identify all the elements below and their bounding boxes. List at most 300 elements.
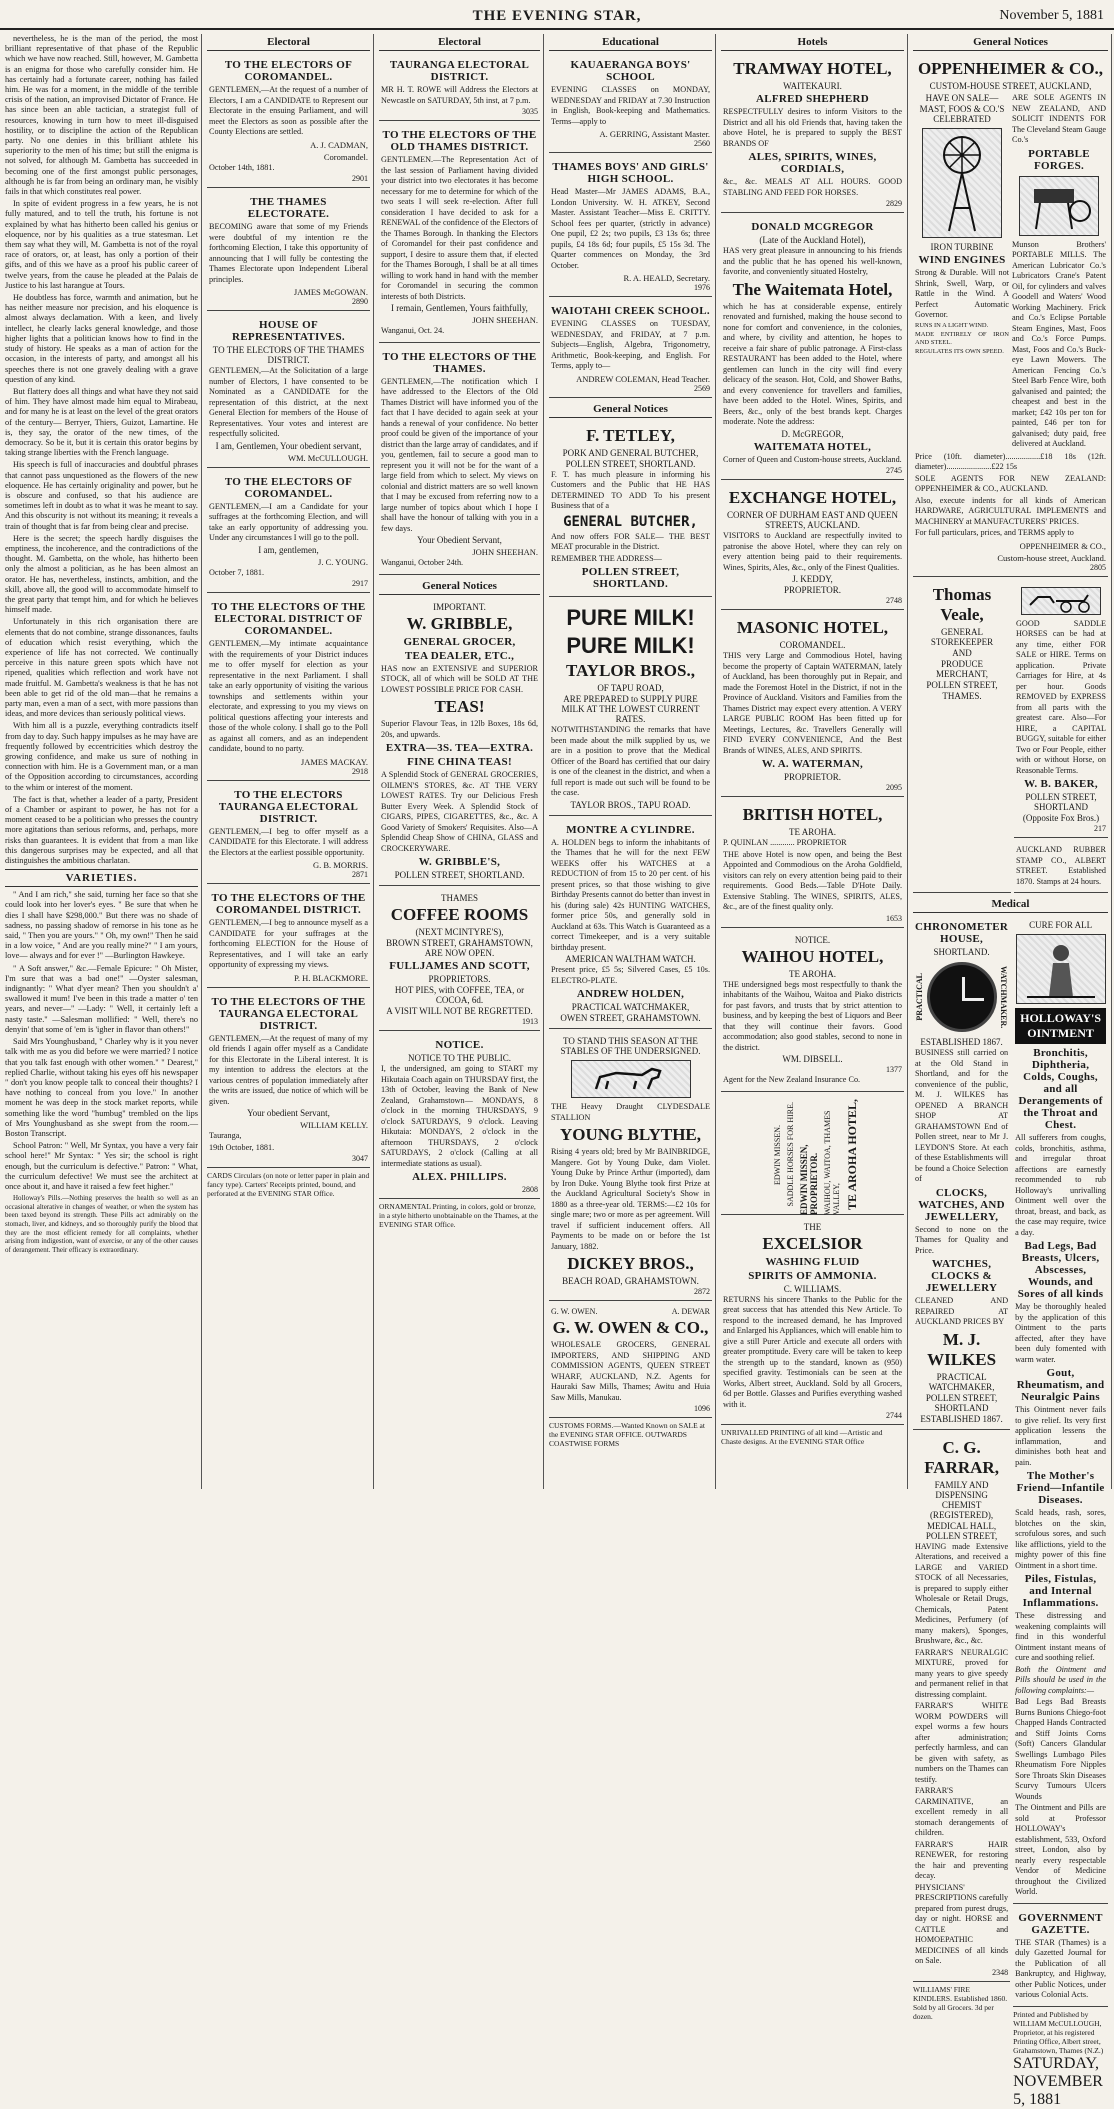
electoral-ad [207,784,370,885]
ad-number: 1096 [694,1404,710,1413]
ad-body: GENTLEMEN,—The notification which I have addressed to the Electors of the Old Thames District will have informed you of the fact that I have decided to again seek at your hands a renewal of your confidence. No better proof could be given of the importance of your district than the large array of candidates, and if you, gentlemen, fail to secure a good man to represent you it will not be for the want of a large field from which to select. My views on colonial and district matters are so well known that I may be excused from referring now to a large number of topics about which I hope I shall have the honour of talking with you in a few days. [381,376,538,533]
ad-heading: Gout, Rheumatism, and Neuralgic Pains [1016,1367,1105,1403]
ad-proprietor: P. QUINLAN ............ PROPRIETOR [723,838,847,847]
ad-body: BUSINESS still carried on at the Old Stand in Shortland, and for the convenience of the public, M. J. WILKES has OPENED A BRANCH SHOP AT GRAHAMSTOWN End of Pollen street, near to Mr J. LEYDON'S Store. At each of these Establishments will be found a Choice Selection of [915,1048,1009,1183]
ad-signature: TAYLOR BROS., TAPU ROAD. [570,799,691,810]
ad-signature: W. B. BAKER, [1024,778,1098,790]
ad-place: POLLEN STREET, [926,679,998,690]
excelsior-ad [721,1218,904,1426]
ad-title: TO THE ELECTORS OF THE ELECTORAL DISTRICT OF COROMANDEL. [211,601,366,637]
ad-subtitle: PROPRIETOR. [783,585,842,595]
ad-title: BRITISH HOTEL, [742,805,883,824]
electoral-ad [379,346,540,575]
ad-number: 2871 [352,870,368,879]
coach-notice-ad [379,1034,540,1199]
ad-title: KAUAERANGA BOYS' SCHOOL [570,59,691,83]
gazette-ad [1013,1907,1108,2007]
oppenheimer-ad [913,54,1108,577]
farrar-ad [913,1433,1010,1982]
ad-body: Rising 4 years old; bred by Mr BAINBRIDGE, Mangere. Got by Young Duke, dam Violet. Young Duke by Prince Arthur (imported), dam by Iron Duke. Young Blythe took first Prize at the Auckland Agricultural Society's Show in 1880 as a three-year old. TERMS:—£2 10s for single mare; two or more as per agreement. Will travel if sufficient inducement offers. All Payments to be made on or before the 1st January, 1882. [551,1147,710,1251]
ad-body: HAS very great pleasure in announcing to his friends and the public that he has opened his well-known, favorite, and conveniently situated Hostelry, [723,246,902,276]
ad-body: REMEMBER THE ADDRESS— [551,553,662,563]
ad-number: 2348 [992,1967,1009,1977]
ad-number: 2890 [352,297,368,306]
ad-subtitle: CUSTOM-HOUSE STREET, AUCKLAND, [929,81,1092,91]
ad-title: G. W. OWEN & CO., [552,1318,709,1337]
ad-title: F. TETLEY, [586,425,675,445]
section-heading: General Notices [913,34,1108,51]
ad-body: HAVING made Extensive Alterations, and received a LARGE and VARIED STOCK of all Necessaries, is prepared to supply either Wholesale or Retail Drugs, Chemicals, Patent Medicines, Perfumery (of many makers), Sponges, Brushware, &c., &c. [915,1541,1009,1645]
ad-body: AUCKLAND RUBBER STAMP CO., ALBERT STREET. Established 1870. Stamps at 24 hours. [1016,845,1106,886]
ad-heading: ALES, SPIRITS, WINES, CORDIALS, [748,151,877,175]
ad-body: THE above Hotel is now open, and being the Best Appointed and Commodious on the Aroha Goldfield, visitors can rely on every attention being paid to their requirements. Good Beds.—Table D'Hote Daily. Extensive Stabling. The WINES, SPIRITS, ALES, &c., are of the finest quality only. [723,849,902,911]
ad-body: THE Heavy Draught CLYDESDALE STALLION [551,1102,710,1122]
ad-signature: JAMES McGOWAN. [293,287,368,297]
ad-body: CLEANED AND REPAIRED AT AUCKLAND PRICES BY [915,1296,1009,1326]
ad-proprietor: ALFRED SHEPHERD [756,93,869,105]
variety-item: " A Soft answer," &c.—Female Epicure: " Oh Mister, I'm sure that was a bad one!" —Oyster salesman, indignantly: " What d'yer mean? Then you shouldn't a' swallowed it mum! I've been in this trade a matter o' ten years, and never—" —Lady: " Well, it certainly left a nasty taste." —Salesman mollified: " Well, there's no denyin' that some of 'em is 'igher in flavor than others!" [5,963,198,1034]
ad-subtitle: GENERAL STOREKEEPER [930,626,994,647]
rubber-stamp-ad [1014,841,1108,893]
electoral-ad [379,54,540,121]
ad-body: HOT PIES, with COFFEE, TEA, or COCOA, 6d. [394,985,525,1005]
holloway-notice: Holloway's Pills.—Nothing preserves the health so well as an occasional alterative in changes of weather, or when the system has been taxed beyond its strength. These Pills act admirably on the stomach, liver, and kidneys, and so thoroughly purify the blood that they are the most efficient remedy for all complaints, whether arising from indigestion, want of exercise, or any of the other causes of derangement. Their efficacy is extraordinary. [5,1194,198,1254]
ad-date: October 7, 1881. [209,567,265,577]
ad-subtitle: PORK AND GENERAL BUTCHER, [562,447,699,458]
ad-signature: JOHN SHEEHAN. [472,547,538,557]
ad-subtitle: TEA DEALER, ETC., [404,649,515,662]
ad-body: ARE PREPARED to SUPPLY PURE MILK AT THE LOWEST CURRENT RATES. [561,694,700,724]
ad-side-label: PRACTICAL [915,973,924,1021]
teas-heading: TEAS! [434,697,485,716]
allegory-illustration [1016,934,1106,1004]
ad-number: 2901 [352,174,368,183]
ad-number: 1653 [886,913,902,923]
ad-heading: Piles, Fistulas, and Internal Inflammations. [1022,1573,1099,1609]
ad-body: FARRAR'S HAIR RENEWER, for restoring the hair and preventing decay. [915,1839,1009,1880]
ad-title: TO THE ELECTORS OF THE TAURANGA ELECTORAL DISTRICT. [211,995,366,1032]
column-electoral-1 [204,34,374,1489]
ad-signature: A. GERRING, Assistant Master. [599,129,710,139]
ad-number: 1913 [522,1017,538,1026]
ad-title: TO THE ELECTORS OF THE COROMANDEL DISTRICT. [211,892,366,916]
electoral-ad [207,191,370,311]
ad-subtitle: TO THE ELECTORS OF THE THAMES DISTRICT. [212,345,365,365]
ad-title: EXCHANGE HOTEL, [728,488,897,507]
ad-subtitle: WAITEMATA HOTEL, [753,440,872,453]
ad-subtitle: MEDICAL HALL, POLLEN STREET, [925,1520,998,1541]
ad-proprietor-label: PROPRIETORS. [428,974,491,984]
windmill-illustration [922,128,1002,238]
ad-conjunction: AND [952,647,972,658]
ad-body: EVENING CLASSES on MONDAY, WEDNESDAY and FRIDAY at 7.30 Instruction in English, Book-keeping and Mathematics. Terms—apply to [551,85,710,126]
ad-pretitle: IMPORTANT. [433,601,486,612]
ad-closing: Your Obedient Servant, [417,535,502,545]
ad-body: Scald heads, rash, sores, blotches on the skin, scrofulous sores, and such like afflictions, yield to the mighty power of this fine Ointment in a short time. [1015,1508,1106,1570]
ad-body: GENTLEMEN,—At the request of many of my old friends I again offer myself as a Candidate for this Electorate in the Liberal interest. It is my intention to address the electors at the various centres of population immediately after the writs are issued, due notice of which will be given. [209,1033,368,1106]
ad-body: THE undersigned begs most respectfully to thank the inhabitants of the Waihou, Waitoa and Piako districts for past favors, and trusts that by strict attention to business, and by keeping the best of Liquors and Beer that they will continue their favors. Good accommodation; also good stables, second to none in the district. [723,979,902,1052]
ad-subtitle: AMERICAN WALTHAM WATCH. [565,954,696,964]
ad-number: 2872 [694,1287,710,1296]
hotel-ad [721,483,904,610]
ad-heading: WATCHES, CLOCKS & JEWELLERY [925,1258,998,1294]
ad-body: FARRAR'S WHITE WORM POWDERS will expel worms a few hours after administration; perfectly harmless, and can be given with safety, as numbers on the Thames can testify. [915,1701,1009,1784]
ad-note: Both the Ointment and Pills should be used in the following complaints:— [1015,1664,1106,1695]
ad-partner: G. W. OWEN. [551,1307,598,1316]
masthead [0,0,1114,30]
ad-title: NOTICE. [435,1039,484,1051]
ad-body: GENTLEMEN,—I am a Candidate for your suffrages at the forthcoming Election, and will take an early opportunity of addressing you. Under any circumstances I will go to the poll. [209,501,368,542]
ad-number: 217 [1094,824,1106,833]
ad-title: TAURANGA ELECTORAL DISTRICT. [389,59,530,83]
ad-heading: The Mother's Friend—Infantile Diseases. [1016,1470,1105,1506]
electoral-ad [207,991,370,1169]
ad-signature: G. B. MORRIS. [312,860,368,870]
ad-title: MONTRE A CYLINDRE. [566,823,695,836]
ad-place: POLLEN STREET, SHORTLAND [1025,792,1097,812]
ad-heading: GENERAL BUTCHER, [563,513,698,530]
ad-title: MASONIC HOTEL, [736,618,889,637]
ad-body: A VISIT WILL NOT BE REGRETTED. [386,1006,533,1016]
ad-body: NOTWITHSTANDING the remarks that have been made about the milk supplied by us, we are in a position to prove that the Medical Officer of the Board has certified that our dairy is one of the cleanest in the district, and when a full report is made out such will be found to be the case. [551,725,710,797]
ad-body: ARE SOLE AGENTS IN NEW ZEALAND, AND SOLICIT INDENTS FOR The Cleveland Steam Gauge Co.'s [1012,93,1106,144]
ad-title: TRAMWAY HOTEL, [733,59,892,78]
ad-body: GENTLEMEN,—I beg to offer myself as a CANDIDATE for this Electorate. I will address the Electors at the earliest possible opportunity. [209,826,368,857]
chronometer-ad [913,916,1010,1430]
ad-title: OPPENHEIMER & CO., [917,59,1104,78]
ad-body: RESPECTFULLY desires to inform Visitors to the District and all his old Friends that, having taken the above Hotel, he is prepared to supply the BEST BRANDS OF [723,107,902,148]
ad-title: THAMES BOYS' AND GIRLS' HIGH SCHOOL. [552,161,709,185]
ad-signature: WM. McCULLOUGH. [287,452,368,463]
column-editorial [2,34,202,1489]
ad-signature: W. GRIBBLE'S, [418,856,501,868]
rotated-line: WAIHOU, WAITOA, THAMES VALLEY, [822,1110,841,1215]
ad-pretitle: HAVE ON SALE— [925,93,999,103]
hotel-ad [721,54,904,213]
ad-pretitle: THE [803,1221,822,1232]
ad-body: This Ointment never fails to give relief. Its very first application lessens the inflammation, and diminishes both heat and pain. [1015,1405,1106,1467]
school-ad [549,300,712,398]
imprint-date: SATURDAY, NOVEMBER 5, 1881 [1013,2054,1103,2108]
horse-illustration [571,1060,691,1098]
ad-subtitle: PRACTICAL WATCHMAKER, [571,1002,690,1012]
ad-number: 1976 [694,283,710,292]
ad-signature: DICKEY BROS., [567,1254,694,1273]
ad-body: I, the undersigned, am going to START my Hikutaia Coach again on THURSDAY first, the 13th of October, leaving the Bank of New Zealand, Grahamstown— MONDAYS, 8 o'clock in the morning THURSDAYS, 9 o'clock SATURDAYS, 9 o'clock. Leaving Hikutaia: MONDAYS, 2 o'clock in the afternoon THURSDAYS, 2 o'clock SATURDAYS, 2 o'clock (Calling at all intermediate stations as usual). [381,1064,538,1168]
rotated-line: TE AROHA HOTEL, [844,1098,859,1211]
ad-subtitle: TE AROHA. [789,827,836,837]
varieties-heading: VARIETIES. [5,869,198,887]
ad-subtitle: NOTICE TO THE PUBLIC. [407,1053,511,1063]
ad-signature: WM. DIBSELL. [782,1054,843,1064]
rotated-line: SADDLE HORSES FOR HIRE. [785,1102,795,1207]
ad-signature: A. J. CADMAN, [310,139,368,150]
ad-partner: A. DEWAR [671,1307,710,1316]
ad-signature: ANDREW HOLDEN, [576,988,685,1000]
ad-body: which he has at considerable expense, entirely renovated and furnished, making the house second to none for comfort and convenience, in the colonies, and where, by civility and attention, he hopes to receive a fair share of public patronage. A First-class RESTAURANT has been added to the Hotel, where gentlemen can lunch in the city will find every delicacy of the season. Hot, Cold, and Shower Baths, and every convenience for travellers and families, have been added to the Hotel. Wines, Spirits, and Beers, &c., only of the best brands kept. Charges moderate. Note the address: [723,301,902,426]
ad-place: POLLEN STREET, SHORTLAND. [394,870,525,880]
editorial-paragraph: The fact is that, whether a leader of a party, President of a Chamber or aspirant to power, he has not for a moment ceased to be a politician who presses the country more agitations than serious reforms, and, perhaps, more risks than guarantees. It is evident that from a man like this dangerous surprises may be expected, and all that distinguishes the ambitious charlatan. [5,794,198,866]
ad-title: HOUSE OF REPRESENTATIVES. [232,319,345,343]
ad-title: THE THAMES ELECTORATE. [247,196,330,220]
ad-proprietor: FULLJAMES AND SCOTT, [389,960,530,972]
ad-signature: W. A. WATERMAN, [761,758,864,770]
ad-subtitle: IRON TURBINE [930,242,994,252]
ad-body: F. T. has much pleasure in informing his Customers and the Public that HE HAS DETERMINED TO ADD To his present Business that of a [551,469,710,510]
electoral-ad [207,887,370,988]
ad-title: WAIOTAHI CREEK SCHOOL. [551,305,710,317]
ad-side-label: MADE ENTIRELY OF IRON AND STEEL. [915,330,1009,347]
ad-pretitle: TO STAND THIS SEASON AT THE STABLES OF THE UNDERSIGNED. [560,1036,701,1056]
ad-signature: ANDREW COLEMAN, Head Teacher. [576,373,710,384]
ad-body: May be thoroughly healed by the application of this Ointment to the parts affected, after they have been duly fomented with warm water. [1015,1302,1106,1364]
editorial-paragraph: With him all is a puzzle, everything contradicts itself from day to day. Such happy impulses as he may have are frequently followed by eccentricities which destroy the growing confidence, and make us sure of nothing in connection with him. He is a Government man, or a man of the Opposition according to circumstances, according to the whim or interest of the moment. [5,721,198,792]
clock-illustration [927,962,997,1032]
ad-signature: WILLIAM KELLY. [300,1120,368,1130]
ad-place: POLLEN STREET, SHORTLAND. [581,566,680,590]
ad-subtitle: (Late of the Auckland Hotel), [759,235,866,245]
ad-signature: D. McGREGOR, [781,428,844,439]
ad-town: THAMES. [942,690,982,701]
electoral-ad [207,314,370,468]
ad-pretitle: CURE FOR ALL [1029,920,1093,930]
ad-banner: HOLLOWAY'S OINTMENT [1015,1008,1106,1044]
ad-body: Present price, £5 5s; Silvered Cases, £5 10s. ELECTRO-PLATE. [551,965,710,985]
ad-title: COFFEE ROOMS [390,905,529,924]
ad-date: October 14th, 1881. [209,162,275,172]
electoral-ad [207,471,370,594]
section-heading: Electoral [207,34,370,51]
editorial-paragraph: His speech is full of inaccuracies and doubtful phrases that cannot pass unquestioned as the flowers of the new eloquence. He has certainly originality and power, but he is obscure and confused, so that his audience are sometimes left in doubt as to what it was he meant to say. And this obscurity is not without its meaning; it reveals a train of thought that is far from being clear and precise. [5,460,198,531]
ad-signature: M. J. WILKES [927,1329,997,1369]
watch-ad [549,819,712,1030]
section-heading: General Notices [549,401,712,418]
ad-signature: P. H. BLACKMORE. [294,972,368,983]
ad-body: Superior Flavour Teas, in 12lb Boxes, 18s 6d, 20s, and upwards. [381,719,538,739]
ad-body: PHYSICIANS' PRESCRIPTIONS carefully prepared from purest drugs, day or night. HORSE and CATTLE and HOMOEPATHIC MEDICINES of all kinds on Sale. [915,1882,1009,1965]
school-ad [549,156,712,297]
ad-heading: PORTABLE FORGES. [1028,147,1090,172]
hotel-ad [721,800,904,928]
rotated-line: EDWIN MISSEN. [772,1124,782,1185]
ad-body: EVENING CLASSES on TUESDAY, WEDNESDAY, and FRIDAY, at 7 p.m. Subjects—English, Algebra, Trigonometry, Arithmetic, Book-keeping, and English. For Terms, apply to— [551,319,710,370]
electoral-ad [379,124,540,343]
extra-heading: EXTRA—3S. TEA—EXTRA. [385,742,534,754]
ad-subtitle: (NEXT MCINTYRE'S), [415,927,504,937]
ad-title: PURE MILK! [566,605,695,630]
ad-date: Wanganui, Oct. 24. [381,326,445,335]
ad-place: OF TAPU ROAD, [597,683,664,693]
china-heading: FINE CHINA TEAS! [407,756,512,768]
ad-body: These distressing and weakening complaints will find in this wonderful Ointment instant means of cure and soothing relief. [1015,1611,1106,1662]
baker-ad [1014,580,1108,839]
column-notices-medical [910,34,1112,2108]
imprint: Printed and Published by WILLIAM McCULLOUGH, Proprietor, at his registered Printing Office, Albert street, Grahamstown, Thames (N.Z.) [1013,2009,1104,2055]
ad-subtitle: WASHING FLUID [765,1255,860,1268]
coffee-rooms-ad [379,889,540,1031]
editorial-paragraph: Unfortunately in this rich organisation there are elements that do not combine, strange dissonances, faults of education which resist everything, which the experience of life has not corrected. We continually perceive in this nature green spots which have not ripened, qualities which reflection and work have not made fruitful. M. Gambetta's weakness is that he has not been able to get rid of the old man—that he remains a party man, even a man of a sect, with more passions than ideas, and more devices than seriously political views. [5,617,198,719]
ad-number: 2918 [352,766,368,776]
ad-place: POLLEN STREET, SHORTLAND [925,1392,998,1413]
ad-title: TO THE ELECTORS OF COROMANDEL. [224,59,353,83]
ad-side-label: REGULATES ITS OWN SPEED. [915,348,1004,356]
hotel-ad [721,613,904,797]
ad-number: 2745 [886,466,902,475]
ad-number: 2748 [886,596,902,605]
milk-ad [549,600,712,816]
printing-notice: CUSTOMS FORMS.—Wanted Known on SALE at the EVENING STAR OFFICE. OUTWARDS COASTWISE FORMS [549,1421,705,1448]
ad-subtitle: COROMANDEL. [779,640,846,650]
ad-date: 19th October, 1881. [209,1142,275,1152]
ad-title: CHRONOMETER HOUSE, [915,921,1009,945]
hotel-ad [721,216,904,480]
issue-date: November 5, 1881 [999,8,1104,23]
ad-subtitle: SPIRITS OF AMMONIA. [748,1269,877,1282]
ad-signature: ALEX. PHILLIPS. [412,1171,507,1183]
ad-signature: R. A. HEALD, Secretary. [623,273,710,283]
ad-signature: C. WILLIAMS. [783,1283,842,1294]
ad-body: A. HOLDEN begs to inform the inhabitants of the Thames that he will for the next FEW WEEKS offer his WATCHES at a REDUCTION of from 15 to 20 per cent. of his present prices, so that those wishing to give Birthday Presents cannot do better than invest in his (during sale) 42s HUNTING WATCHES, former price 50s, and generally sold in Auckland at 63s. This Watch is Guaranteed as a correct Timekeeper, and is a very suitable birthday present. [551,837,710,952]
ad-heading: Bronchitis, Diphtheria, Colds, Coughs, and all Derangements of the Throat and Chest. [1018,1047,1103,1131]
ad-proprietor: TAYLOR BROS., [566,661,695,680]
ad-body: A Splendid Stock of GENERAL GROCERIES, OILMEN'S STORES, &c. AT THE VERY LOWEST RATES. Try our Delicious Fresh Butter Every Week. A Splendid Stock of CIGARS, PIPES, CIGARETTES, &c., &c. A Good Variety of Smokers' Requisites. Also—A Splendid Cheap Show of CHINA, GLASS and CROCKERYWARE. [381,770,538,853]
electoral-ad [207,596,370,781]
ad-title: TO THE ELECTORS TAURANGA ELECTORAL DISTRICT. [218,788,359,825]
ad-number: 2560 [694,139,710,148]
ad-body: All sufferers from coughs, colds, bronchitis, asthma, and irregular throat affections are earnestly recommended to rub Holloway's unrivalling Ointment well over the throat, breast, and back, as the case may require, twice a day. [1015,1133,1106,1237]
ad-signature: J. KEDDY, [792,574,833,584]
ad-number: 2569 [694,383,710,393]
ad-body: And now offers FOR SALE— THE BEST MEAT procurable in the District. [551,531,710,551]
ad-body: WHOLESALE GROCERS, GENERAL IMPORTERS, AND SHIPPING AND COMMISSION AGENTS, QUEEN STREET WHARF, AUCKLAND, N.Z. Agents for Hauraki Saw Mills, Thames; Awitu and Huia Saw Mills, Manukau. [551,1340,710,1402]
section-heading: Medical [913,896,1108,913]
ad-title: WAIHOU HOTEL, [741,946,884,966]
holloway-ad [1013,916,1108,1904]
ad-body: Munson Brothers' PORTABLE MILLS. The American Lubricator Co.'s Lubricators Crane's Patent Oil, for cylinders and valves Goodell and Waters' Wood Working Machinery. Frick and Co.'s Eclipse Portable Steam Engines, Mast, Foos and Co.'s Force Pumps. Mast, Foos and Co.'s Buck-eye Lawn Mowers. The American Fencing Co.'s Steel Barb Fence Wire, both galvanised and painted; the cheapest and best in the market; £42 10s per ton for painted, £46 per ton for galvanised; duty paid, free delivered at Auckland. [1012,239,1106,448]
ad-side-label: RUNS IN A LIGHT WIND. [915,321,989,329]
ad-body: BECOMING aware that some of my Friends were doubtful of my intention re the forthcoming Election, I take this opportunity of announcing that I will fully be contesting the Thames Electorate upon Independent Liberal principles. [209,222,368,284]
tetley-ad [549,421,712,598]
section-heading: Educational [549,34,712,51]
ad-title: PURE MILK! [566,633,695,658]
veale-ad [913,580,1011,894]
ad-title: Thomas Veale, [932,584,992,624]
ad-body: Strong & Durable. Will not Shrink, Swell, Warp, or Rattle in the Wind. A Perfect Automatic Governor. [915,268,1009,319]
ad-subtitle: PRACTICAL WATCHMAKER, [928,1371,995,1392]
ad-subtitle: TE AROHA. [789,968,836,979]
editorial-paragraph: But flattery does all things and what have they not said of him. They have almost made him equal to Mirabeau, and for many he is at least on the level of the great orators of the century— Berryer, Thiers, Guizot, Lamartine. He is, they say, the orator of the new times, of the democracy. So be it, but it is certain this orator begins by taking strange liberties with the French language. [5,386,198,458]
ad-established: ESTABLISHED 1867. [920,1037,1003,1047]
ad-body: MAST, FOOS & CO.'S CELEBRATED [919,104,1005,124]
ad-body: GENTLEMEN,—I beg to announce myself as a CANDIDATE for your suffrages at the forthcoming ELECTION for the House of Representatives, and I will take an early opportunity of expressing my views. [209,918,368,969]
carriage-illustration [1021,587,1101,615]
ad-subtitle: PROPRIETOR. [783,772,842,782]
column-electoral-2 [376,34,544,1489]
ad-closing: I am, gentlemen, [258,544,319,555]
column-hotels [718,34,908,1489]
rotated-hotel-ad [721,1095,904,1215]
ad-subtitle: GENERAL GROCER, [403,635,516,648]
ad-body: For full particulars, prices, and TERMS apply to [915,528,1074,537]
ad-signature: JAMES MACKAY. [300,756,368,767]
ad-body: GENTLEMEN.—The Representation Act of the last session of Parliament having divided your district into two electorates it has become necessary for me to determine for which of the two seats I will seek re-election. After full consideration I have decided to ask for a RENEWAL of the confidence of the Electors of the Thames Borough. In thanking the Electors of Coromandel for their past confidence and support, I desire to assure them that, if elected for the Thames Borough, I shall be at all times willing to work hand in hand with the member for Coromandel in securing the common interests of both Districts. [381,155,538,301]
ad-body: FARRAR'S CARMINATIVE, an excellent remedy in all stomach derangements of children. [915,1786,1009,1837]
ad-title: TO THE ELECTORS OF THE THAMES. [382,350,537,375]
ad-body: RETURNS his sincere Thanks to the Public for the great success that has attended this New Article. To respond to the increased demand, he has Improved and Enlarged his Appliances, which will enable him to give a still Purer Article and execute all orders with greater promptitude. Every care will be taken to keep the strength up to the standard, known as (950) specified gravity. Testimonials can be seen at the Works, Albert street, Auckland. Sold by all Grocers, 6d per Bottle. Glasses and Purifies everything washed with it. [723,1294,902,1409]
ad-list: Bad Legs Bad Breasts Burns Bunions Chiego-foot Chapped Hands Contracted and Stiff Joints Corns (Soft) Cancers Glandular Swellings Lumbago Piles Rheumatism Fore Nipples Sore Throats Skin Diseases Scurvy Tumours Ulcers Wounds [1015,1697,1106,1801]
variety-item: School Patron: " Well, Mr Syntax, you have a very fair school here!" Mr Syntax: " Yes sir; the school is right enough, but the curriculum is defective." Patron: " What, the curriculum defective! We must see the architect at once about it, and have it raised a few feet higher." [5,1141,198,1191]
ad-body: &c., &c. MEALS AT ALL HOURS. GOOD STABLING AND FEED FOR HORSES. [723,177,902,197]
variety-item: " And I am rich," she said, turning her face so that she could look into her lover's eyes. " Be sure that when he dies I shall have $298,000." But there was no shade of sadness, no passing shadow of remorse in his tone as he said, " Then you are yours." " Oh, my own!" Then he said in a low voice, " And are you really mine?" " I am yours, love— always and for ever !" —Burlington Hawkeye. [5,890,198,961]
ad-number: 2095 [886,783,902,792]
ad-agent: Agent for the New Zealand Insurance Co. [723,1075,861,1084]
ad-subtitle: SHORTLAND. [933,947,990,957]
section-heading: Hotels [721,34,904,51]
ad-body: Also, execute indents for all kinds of American HARDWARE, AGRICULTURAL IMPLEMENTS and MACHINERY at MANUFACTURERS' PRICES. [915,495,1106,526]
ad-number: 1377 [886,1065,902,1074]
owen-ad [549,1304,712,1418]
ad-body: HAS now an EXTENSIVE and SUPERIOR STOCK, all of which will be SOLD AT THE LOWEST POSSIBLE PRICE FOR CASH. [381,663,538,694]
school-ad [549,54,712,153]
ad-side-label: WATCHMAKER. [999,965,1009,1029]
ad-title: The Waitemata Hotel, [732,279,893,299]
rotated-line: EDWIN MISSEN, PROPRIETOR. [798,1143,819,1215]
ad-body: VISITORS to Auckland are respectfully invited to patronise the above Hotel, where they can rely on every attention being paid to their requirements. Wines, Spirits, Ales, &c., only of the Finest Qualities. [723,531,902,572]
printing-notice: ORNAMENTAL Printing, in colors, gold or bronze, in a style hitherto unobtainable on the Thames, at the EVENING STAR Office. [379,1202,538,1229]
printing-notice: CARDS Circulars (on note or letter paper in plain and fancy type). Carters' Receipts printed, bound, and perforated at the EVENING STAR Office. [207,1171,370,1198]
ad-pretitle: NOTICE. [794,934,831,945]
ad-body: Head Master—Mr JAMES ADAMS, B.A., London University. W. H. ATKEY, Second Master. Assistant Teacher—Miss E. CRITTY. School fees per quarter, (strictly in advance) One pupil, £2 2s; two pupils, £3 13s 6s; three pupils, £4 18s 6d; four pupils, £5 15s 3d. The Quarter commences on Monday, the 3rd October. [551,187,710,270]
ad-number: 2808 [522,1185,538,1194]
ad-number: 2917 [352,579,368,588]
ad-pretitle: THAMES [440,893,478,903]
ad-closing: I am, Gentlemen, Your obedient servant, [215,440,362,451]
ad-heading: WIND ENGINES [918,254,1006,266]
editorial-paragraph: nevertheless, he is the man of the period, the most brilliant representative of that phase of the Republic which we have now reached. Still, however, M. Gambetta is an enigma for those who carefully consider him. He has certainly had a fortunate career, nothing has failed him. He was for a moment, in the middle of the terrible crisis of the nation, an improvised Dictator of France. He has since been an able tactician, a strategist full of resources, knowing in turn how to meet ill-disguised hostility, or to discipline the action of the Republican party. No one denies in this brilliant athlete his superiority to the men of his time; but still the enigma is not solved, for although M. Gambetta has succeeded in becoming one of the first amongst public personages, although he is far from being an ordinary man, he visibly fails in that which constitutes real power. [5,34,198,197]
ad-title: TO THE ELECTORS OF THE OLD THAMES DISTRICT. [382,129,537,153]
ad-body: Second to none on the Thames for Quality and Price. [915,1224,1009,1255]
ad-body: THE STAR (Thames) is a duly Gazetted Journal for the Publication of all Bankruptcy, and Highway, other Public Notices, under various Colonial Acts. [1015,1937,1106,1999]
ad-signature: J. C. YOUNG. [318,556,368,567]
ad-subtitle: POLLEN STREET, SHORTLAND. [565,458,696,469]
ad-place: BEACH ROAD, GRAHAMSTOWN. [562,1276,699,1286]
column-educational [546,34,716,1489]
editorial-paragraph: In spite of evident progress in a few years, he is not fully matured, and to tell the truth, his fortune is not explained by what has hitherto been called his genius or eloquence, nor by his qualities as a true statesman. Let them say what they will, M. Gambetta is not of the royal race of orators, or, at least, has only a portion of their gifts, and of this we have as a proof his public career of twelve years, from the cause he pleaded at the Palais de Justice to his last harangue at Tours. [5,199,198,290]
ad-body: The Ointment and Pills are sold at Professor HOLLOWAY's establishment, 533, Oxford street, London, also by nearly every respectable Vendor of Medicine throughout the Civilized World. [1015,1803,1106,1896]
ad-body: FARRAR'S NEURALGIC MIXTURE, proved for many years to give speedy and permanent relief in that distressing complaint. [915,1647,1009,1699]
ad-place: Coromandel. [323,151,368,162]
ad-heading: CLOCKS, WATCHES, AND JEWELLERY, [918,1186,1005,1223]
ad-place: (Opposite Fox Bros.) [1022,813,1100,823]
ad-proprietor: DONALD MCGREGOR [751,221,874,233]
section-heading: General Notices [379,578,540,595]
forge-illustration [1019,176,1099,236]
ad-title: GOVERNMENT GAZETTE. [1018,1911,1103,1936]
ad-title: TO THE ELECTORS OF COROMANDEL. [224,475,353,500]
ad-place: Tauranga, [209,1131,242,1140]
ad-number: 2805 [1090,562,1106,572]
ad-body: MR H. T. ROWE will Address the Electors at Newcastle on SATURDAY, 5th inst, at 7 p.m. [381,85,538,105]
ad-body: THIS very Large and Commodious Hotel, having become the property of Captain WATERMAN, lately of Auckland, has been thoroughly put in Repair, and made the Foremost Hotel in the District, if not in the Province of Auckland. Visitors and Families from the Thames District may expect every attention. A VERY LARGE PUBLIC ROOM Has been fitted up for Meetings, Lectures, &c. Travellers Generally will FIND EVERY CONVENIENCE, And the Best Brands of WINES, ALES, AND SPIRITS. [723,651,902,755]
electoral-ad [207,54,370,188]
ad-place: Corner of Queen and Custom-house streets, Auckland. [723,454,902,464]
ad-title: C. G. FARRAR, [924,1437,999,1477]
ad-subtitle: FAMILY AND DISPENSING CHEMIST (REGISTERED), [929,1479,994,1520]
ad-title: W. GRIBBLE, [406,613,513,633]
ad-heading: Bad Legs, Bad Breasts, Ulcers, Abscesses, Wounds, and Sores of all kinds [1017,1240,1104,1300]
ad-body: GOOD SADDLE HORSES can be had at any time, either FOR SALE or HIRE. Terms on application. Private Carriages for Hire, at 4s per hour. Goods REMOVED by EXPRESS from all parts with the greatest care. Also—For HIRE, a CAPITAL BUGGY, suitable for either Two or Four People, either with or without Horse, on Reasonable Terms. [1016,618,1106,775]
ad-closing: Your obedient Servant, [247,1108,330,1118]
